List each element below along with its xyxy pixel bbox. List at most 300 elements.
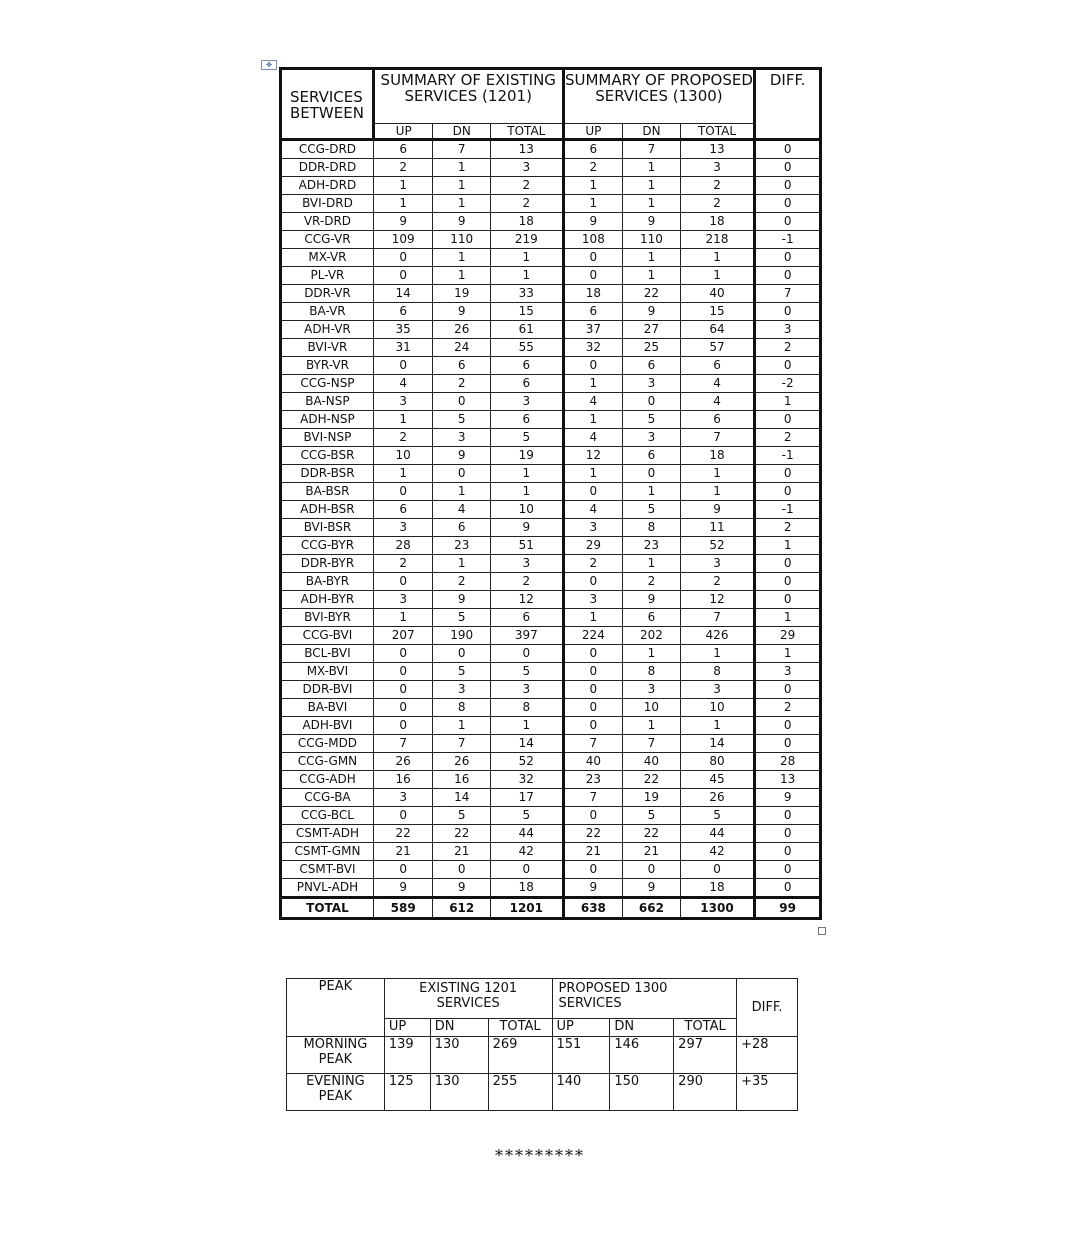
proposed-total-cell: 7	[680, 429, 755, 447]
existing-total-cell: 219	[491, 231, 564, 249]
table-row	[281, 411, 821, 429]
existing-dn-cell: 14	[433, 789, 491, 807]
route-cell: BVI-VR	[281, 339, 374, 357]
existing-up-cell: 6	[373, 140, 433, 159]
existing-up-cell: 0	[373, 663, 433, 681]
proposed-total-cell: 4	[680, 393, 755, 411]
existing-up-cell: 0	[373, 483, 433, 501]
proposed-up-cell: 1	[563, 375, 623, 393]
diff-cell: 0	[755, 303, 821, 321]
route-cell: MX-VR	[281, 249, 374, 267]
proposed-total-cell: 18	[680, 447, 755, 465]
route-cell: CSMT-GMN	[281, 843, 374, 861]
existing-up-cell: 0	[373, 357, 433, 375]
proposed-total-cell: 6	[680, 357, 755, 375]
route-cell: CCG-BCL	[281, 807, 374, 825]
existing-total-cell: 2	[491, 195, 564, 213]
proposed-total-cell: 3	[680, 555, 755, 573]
proposed-total-cell: 9	[680, 501, 755, 519]
peak-peak-label-cell: EVENING PEAK	[287, 1074, 385, 1111]
existing-dn-cell: 9	[433, 213, 491, 231]
existing-total-cell: 42	[491, 843, 564, 861]
diff-cell: 2	[755, 519, 821, 537]
table-row	[281, 717, 821, 735]
existing-dn-cell: 5	[433, 411, 491, 429]
proposed-total-cell: 15	[680, 303, 755, 321]
existing-dn-cell: 1	[433, 717, 491, 735]
existing-up-cell: 4	[373, 375, 433, 393]
diff-cell: -1	[755, 447, 821, 465]
proposed-total-cell: 64	[680, 321, 755, 339]
peak-table-body	[287, 1037, 798, 1111]
proposed-dn-cell: 6	[623, 357, 681, 375]
proposed-total-cell: 426	[680, 627, 755, 645]
diff-cell: 0	[755, 879, 821, 898]
proposed-total-cell: 1	[680, 267, 755, 285]
table-row	[281, 699, 821, 717]
proposed-dn-cell: 9	[623, 879, 681, 898]
diff-cell: -2	[755, 375, 821, 393]
proposed-total-cell: 3	[680, 159, 755, 177]
existing-dn-cell: 1	[433, 159, 491, 177]
existing-up-cell: 3	[373, 393, 433, 411]
diff-cell: 0	[755, 177, 821, 195]
proposed-total-cell: 2	[680, 177, 755, 195]
table-row	[281, 159, 821, 177]
route-cell: BA-BYR	[281, 573, 374, 591]
proposed-services-header: SUMMARY OF PROPOSED SERVICES (1300)	[563, 69, 755, 124]
proposed-total-cell: 4	[680, 375, 755, 393]
peak-existing-dn-cell: 130	[430, 1074, 488, 1111]
route-cell: BCL-BVI	[281, 645, 374, 663]
route-cell: CCG-ADH	[281, 771, 374, 789]
peak-row	[287, 1037, 798, 1074]
proposed-total-cell: 42	[680, 843, 755, 861]
proposed-up-cell: 4	[563, 429, 623, 447]
table-row	[281, 573, 821, 591]
existing-total-cell: 8	[491, 699, 564, 717]
existing-dn-cell: 1	[433, 483, 491, 501]
existing-dn-cell: 9	[433, 303, 491, 321]
proposed-total-cell: 1	[680, 249, 755, 267]
proposed-total-cell: 10	[680, 699, 755, 717]
existing-dn-cell: 1	[433, 195, 491, 213]
existing-up-cell: 21	[373, 843, 433, 861]
existing-up-cell: 0	[373, 699, 433, 717]
route-cell: BVI-BYR	[281, 609, 374, 627]
existing-total-cell: 3	[491, 555, 564, 573]
proposed-dn-cell: 7	[623, 140, 681, 159]
table-row	[281, 393, 821, 411]
proposed-up-cell: 37	[563, 321, 623, 339]
footer-asterisks: *********	[495, 1146, 585, 1165]
table-row	[281, 285, 821, 303]
proposed-total-cell: 2	[680, 195, 755, 213]
peak-existing-total-cell: 255	[488, 1074, 552, 1111]
diff-cell: 7	[755, 285, 821, 303]
route-cell: CCG-MDD	[281, 735, 374, 753]
table-row	[281, 177, 821, 195]
existing-total-cell: 6	[491, 357, 564, 375]
proposed-dn-cell: 21	[623, 843, 681, 861]
diff-cell: 9	[755, 789, 821, 807]
proposed-up-cell: 2	[563, 555, 623, 573]
existing-up-cell: 2	[373, 429, 433, 447]
proposed-total-cell: 52	[680, 537, 755, 555]
existing-dn-cell: 21	[433, 843, 491, 861]
table-row	[281, 735, 821, 753]
existing-up-cell: 16	[373, 771, 433, 789]
peak-proposed-dn-cell: 146	[610, 1037, 674, 1074]
route-cell: DDR-BVI	[281, 681, 374, 699]
existing-dn-header: DN	[433, 124, 491, 140]
existing-dn-cell: 22	[433, 825, 491, 843]
existing-dn-cell: 2	[433, 375, 491, 393]
route-cell: CCG-VR	[281, 231, 374, 249]
proposed-dn-cell: 3	[623, 681, 681, 699]
table-resize-handle[interactable]	[818, 927, 826, 935]
table-row	[281, 843, 821, 861]
peak-proposed-total-cell: 290	[674, 1074, 737, 1111]
existing-up-cell: 3	[373, 519, 433, 537]
diff-cell: 13	[755, 771, 821, 789]
proposed-dn-cell: 9	[623, 591, 681, 609]
table-row	[281, 465, 821, 483]
proposed-dn-cell: 5	[623, 501, 681, 519]
proposed-up-cell: 18	[563, 285, 623, 303]
proposed-dn-cell: 6	[623, 609, 681, 627]
proposed-dn-cell: 1	[623, 555, 681, 573]
total-diff-cell: 99	[755, 898, 821, 919]
existing-total-cell: 1	[491, 483, 564, 501]
existing-total-cell: 5	[491, 429, 564, 447]
proposed-up-cell: 7	[563, 789, 623, 807]
services-between-header: SERVICES BETWEEN	[281, 69, 374, 140]
table-row	[281, 429, 821, 447]
existing-total-cell: 2	[491, 177, 564, 195]
existing-total-cell: 15	[491, 303, 564, 321]
table-row	[281, 627, 821, 645]
proposed-total-cell: 8	[680, 663, 755, 681]
existing-up-cell: 109	[373, 231, 433, 249]
proposed-up-cell: 0	[563, 699, 623, 717]
existing-up-cell: 0	[373, 645, 433, 663]
existing-total-cell: 5	[491, 807, 564, 825]
total-existing-total-cell: 1201	[491, 898, 564, 919]
table-row	[281, 861, 821, 879]
proposed-total-cell: 218	[680, 231, 755, 249]
peak-proposed-total-cell: 297	[674, 1037, 737, 1074]
total-route-cell: TOTAL	[281, 898, 374, 919]
proposed-up-cell: 1	[563, 177, 623, 195]
proposed-up-cell: 6	[563, 303, 623, 321]
proposed-dn-cell: 19	[623, 789, 681, 807]
existing-total-cell: 19	[491, 447, 564, 465]
proposed-up-cell: 0	[563, 357, 623, 375]
existing-total-cell: 2	[491, 573, 564, 591]
existing-total-cell: 17	[491, 789, 564, 807]
table-row	[281, 537, 821, 555]
route-cell: ADH-BVI	[281, 717, 374, 735]
existing-total-cell: 1	[491, 249, 564, 267]
proposed-up-header: UP	[563, 124, 623, 140]
existing-total-cell: 18	[491, 879, 564, 898]
proposed-dn-cell: 1	[623, 177, 681, 195]
peak-proposed-up-cell: 151	[552, 1037, 610, 1074]
table-row	[281, 357, 821, 375]
peak-existing-up-cell: 125	[384, 1074, 430, 1111]
diff-cell: 0	[755, 267, 821, 285]
existing-total-cell: 6	[491, 375, 564, 393]
proposed-dn-cell: 27	[623, 321, 681, 339]
proposed-dn-cell: 10	[623, 699, 681, 717]
existing-dn-cell: 9	[433, 591, 491, 609]
existing-dn-cell: 24	[433, 339, 491, 357]
table-row	[281, 681, 821, 699]
route-cell: CCG-BSR	[281, 447, 374, 465]
proposed-up-cell: 9	[563, 213, 623, 231]
peak-proposed-dn-cell: 150	[610, 1074, 674, 1111]
proposed-total-cell: 26	[680, 789, 755, 807]
peak-proposed-dn-header: DN	[610, 1019, 674, 1037]
existing-dn-cell: 0	[433, 645, 491, 663]
proposed-up-cell: 0	[563, 267, 623, 285]
proposed-up-cell: 0	[563, 663, 623, 681]
proposed-total-cell: 1	[680, 645, 755, 663]
existing-dn-cell: 1	[433, 249, 491, 267]
proposed-up-cell: 9	[563, 879, 623, 898]
existing-up-cell: 10	[373, 447, 433, 465]
existing-dn-cell: 26	[433, 321, 491, 339]
existing-up-cell: 14	[373, 285, 433, 303]
existing-total-cell: 1	[491, 267, 564, 285]
table-row	[281, 483, 821, 501]
existing-dn-cell: 6	[433, 519, 491, 537]
table-row	[281, 501, 821, 519]
table-row	[281, 231, 821, 249]
diff-cell: 0	[755, 861, 821, 879]
table-anchor-icon[interactable]: ✥	[261, 60, 277, 70]
diff-cell: 2	[755, 339, 821, 357]
existing-total-cell: 9	[491, 519, 564, 537]
route-cell: BA-VR	[281, 303, 374, 321]
total-proposed-up-cell: 638	[563, 898, 623, 919]
proposed-dn-cell: 1	[623, 249, 681, 267]
existing-dn-cell: 0	[433, 465, 491, 483]
route-cell: ADH-BYR	[281, 591, 374, 609]
existing-up-cell: 7	[373, 735, 433, 753]
proposed-total-cell: 5	[680, 807, 755, 825]
existing-total-cell: 0	[491, 861, 564, 879]
existing-total-cell: 14	[491, 735, 564, 753]
diff-cell: 2	[755, 699, 821, 717]
peak-diff-header: DIFF.	[737, 979, 798, 1037]
existing-total-cell: 1	[491, 717, 564, 735]
diff-cell: 0	[755, 807, 821, 825]
route-cell: BA-BSR	[281, 483, 374, 501]
table-row	[281, 879, 821, 898]
proposed-dn-cell: 1	[623, 159, 681, 177]
existing-up-cell: 28	[373, 537, 433, 555]
proposed-dn-cell: 9	[623, 303, 681, 321]
peak-diff-cell: +35	[737, 1074, 798, 1111]
existing-total-header: TOTAL	[491, 124, 564, 140]
diff-cell: 29	[755, 627, 821, 645]
proposed-total-cell: 18	[680, 879, 755, 898]
existing-up-cell: 0	[373, 249, 433, 267]
proposed-dn-cell: 1	[623, 717, 681, 735]
proposed-up-cell: 0	[563, 573, 623, 591]
route-cell: CCG-GMN	[281, 753, 374, 771]
existing-up-cell: 1	[373, 411, 433, 429]
diff-cell: 1	[755, 609, 821, 627]
proposed-up-cell: 0	[563, 717, 623, 735]
existing-up-cell: 3	[373, 591, 433, 609]
existing-up-cell: 3	[373, 789, 433, 807]
proposed-total-cell: 40	[680, 285, 755, 303]
proposed-dn-cell: 9	[623, 213, 681, 231]
existing-up-cell: 1	[373, 465, 433, 483]
existing-total-cell: 5	[491, 663, 564, 681]
existing-up-cell: 26	[373, 753, 433, 771]
route-cell: CCG-BYR	[281, 537, 374, 555]
diff-cell: 0	[755, 717, 821, 735]
existing-dn-cell: 7	[433, 140, 491, 159]
diff-cell: 0	[755, 357, 821, 375]
peak-existing-header: EXISTING 1201 SERVICES	[384, 979, 552, 1019]
proposed-up-cell: 4	[563, 393, 623, 411]
existing-dn-cell: 9	[433, 447, 491, 465]
proposed-up-cell: 32	[563, 339, 623, 357]
proposed-up-cell: 0	[563, 681, 623, 699]
route-cell: ADH-BSR	[281, 501, 374, 519]
table-row	[281, 321, 821, 339]
existing-up-cell: 31	[373, 339, 433, 357]
existing-total-cell: 44	[491, 825, 564, 843]
existing-total-cell: 1	[491, 465, 564, 483]
proposed-dn-cell: 110	[623, 231, 681, 249]
existing-up-cell: 1	[373, 195, 433, 213]
table-row	[281, 519, 821, 537]
peak-existing-dn-header: DN	[430, 1019, 488, 1037]
existing-dn-cell: 5	[433, 807, 491, 825]
route-cell: ADH-DRD	[281, 177, 374, 195]
existing-total-cell: 18	[491, 213, 564, 231]
proposed-total-cell: 12	[680, 591, 755, 609]
proposed-dn-cell: 23	[623, 537, 681, 555]
proposed-up-cell: 6	[563, 140, 623, 159]
table-row	[281, 555, 821, 573]
diff-cell: 0	[755, 591, 821, 609]
existing-total-cell: 6	[491, 411, 564, 429]
total-proposed-total-cell: 1300	[680, 898, 755, 919]
diff-cell: 0	[755, 843, 821, 861]
proposed-up-cell: 3	[563, 591, 623, 609]
diff-cell: 0	[755, 573, 821, 591]
existing-dn-cell: 1	[433, 555, 491, 573]
table-row	[281, 771, 821, 789]
diff-subheader	[755, 124, 821, 140]
proposed-dn-cell: 0	[623, 393, 681, 411]
existing-dn-cell: 9	[433, 879, 491, 898]
table-row	[281, 140, 821, 159]
proposed-total-cell: 1	[680, 483, 755, 501]
existing-up-cell: 6	[373, 303, 433, 321]
peak-header: PEAK	[287, 979, 385, 1037]
proposed-dn-cell: 0	[623, 861, 681, 879]
peak-existing-up-header: UP	[384, 1019, 430, 1037]
proposed-dn-cell: 40	[623, 753, 681, 771]
existing-dn-cell: 0	[433, 861, 491, 879]
existing-total-cell: 10	[491, 501, 564, 519]
proposed-total-cell: 57	[680, 339, 755, 357]
proposed-up-cell: 1	[563, 411, 623, 429]
proposed-total-cell: 13	[680, 140, 755, 159]
diff-cell: 2	[755, 429, 821, 447]
proposed-dn-cell: 22	[623, 771, 681, 789]
existing-dn-cell: 2	[433, 573, 491, 591]
route-cell: VR-DRD	[281, 213, 374, 231]
route-cell: DDR-BYR	[281, 555, 374, 573]
proposed-dn-cell: 8	[623, 663, 681, 681]
proposed-dn-cell: 5	[623, 411, 681, 429]
proposed-total-cell: 45	[680, 771, 755, 789]
existing-dn-cell: 3	[433, 429, 491, 447]
table-row	[281, 663, 821, 681]
proposed-dn-header: DN	[623, 124, 681, 140]
existing-total-cell: 6	[491, 609, 564, 627]
existing-up-cell: 0	[373, 807, 433, 825]
proposed-up-cell: 1	[563, 609, 623, 627]
proposed-total-cell: 11	[680, 519, 755, 537]
existing-up-cell: 0	[373, 267, 433, 285]
diff-cell: 3	[755, 321, 821, 339]
proposed-dn-cell: 5	[623, 807, 681, 825]
route-cell: BA-BVI	[281, 699, 374, 717]
existing-dn-cell: 3	[433, 681, 491, 699]
peak-peak-label-cell: MORNING PEAK	[287, 1037, 385, 1074]
route-cell: CSMT-ADH	[281, 825, 374, 843]
diff-cell: 0	[755, 213, 821, 231]
diff-cell: 1	[755, 537, 821, 555]
proposed-up-cell: 0	[563, 645, 623, 663]
proposed-up-cell: 23	[563, 771, 623, 789]
diff-cell: 1	[755, 645, 821, 663]
existing-up-cell: 35	[373, 321, 433, 339]
proposed-dn-cell: 2	[623, 573, 681, 591]
existing-total-cell: 33	[491, 285, 564, 303]
services-table-body	[281, 140, 821, 919]
table-row	[281, 375, 821, 393]
peak-existing-dn-cell: 130	[430, 1037, 488, 1074]
proposed-dn-cell: 0	[623, 465, 681, 483]
peak-proposed-header: PROPOSED 1300 SERVICES	[552, 979, 737, 1019]
proposed-total-cell: 2	[680, 573, 755, 591]
existing-dn-cell: 8	[433, 699, 491, 717]
proposed-up-cell: 0	[563, 249, 623, 267]
table-row	[281, 339, 821, 357]
proposed-up-cell: 22	[563, 825, 623, 843]
route-cell: MX-BVI	[281, 663, 374, 681]
existing-dn-cell: 5	[433, 609, 491, 627]
route-cell: BVI-BSR	[281, 519, 374, 537]
existing-up-header: UP	[373, 124, 433, 140]
existing-dn-cell: 5	[433, 663, 491, 681]
total-existing-dn-cell: 612	[433, 898, 491, 919]
route-cell: DDR-VR	[281, 285, 374, 303]
diff-header: DIFF.	[755, 69, 821, 124]
proposed-dn-cell: 1	[623, 195, 681, 213]
